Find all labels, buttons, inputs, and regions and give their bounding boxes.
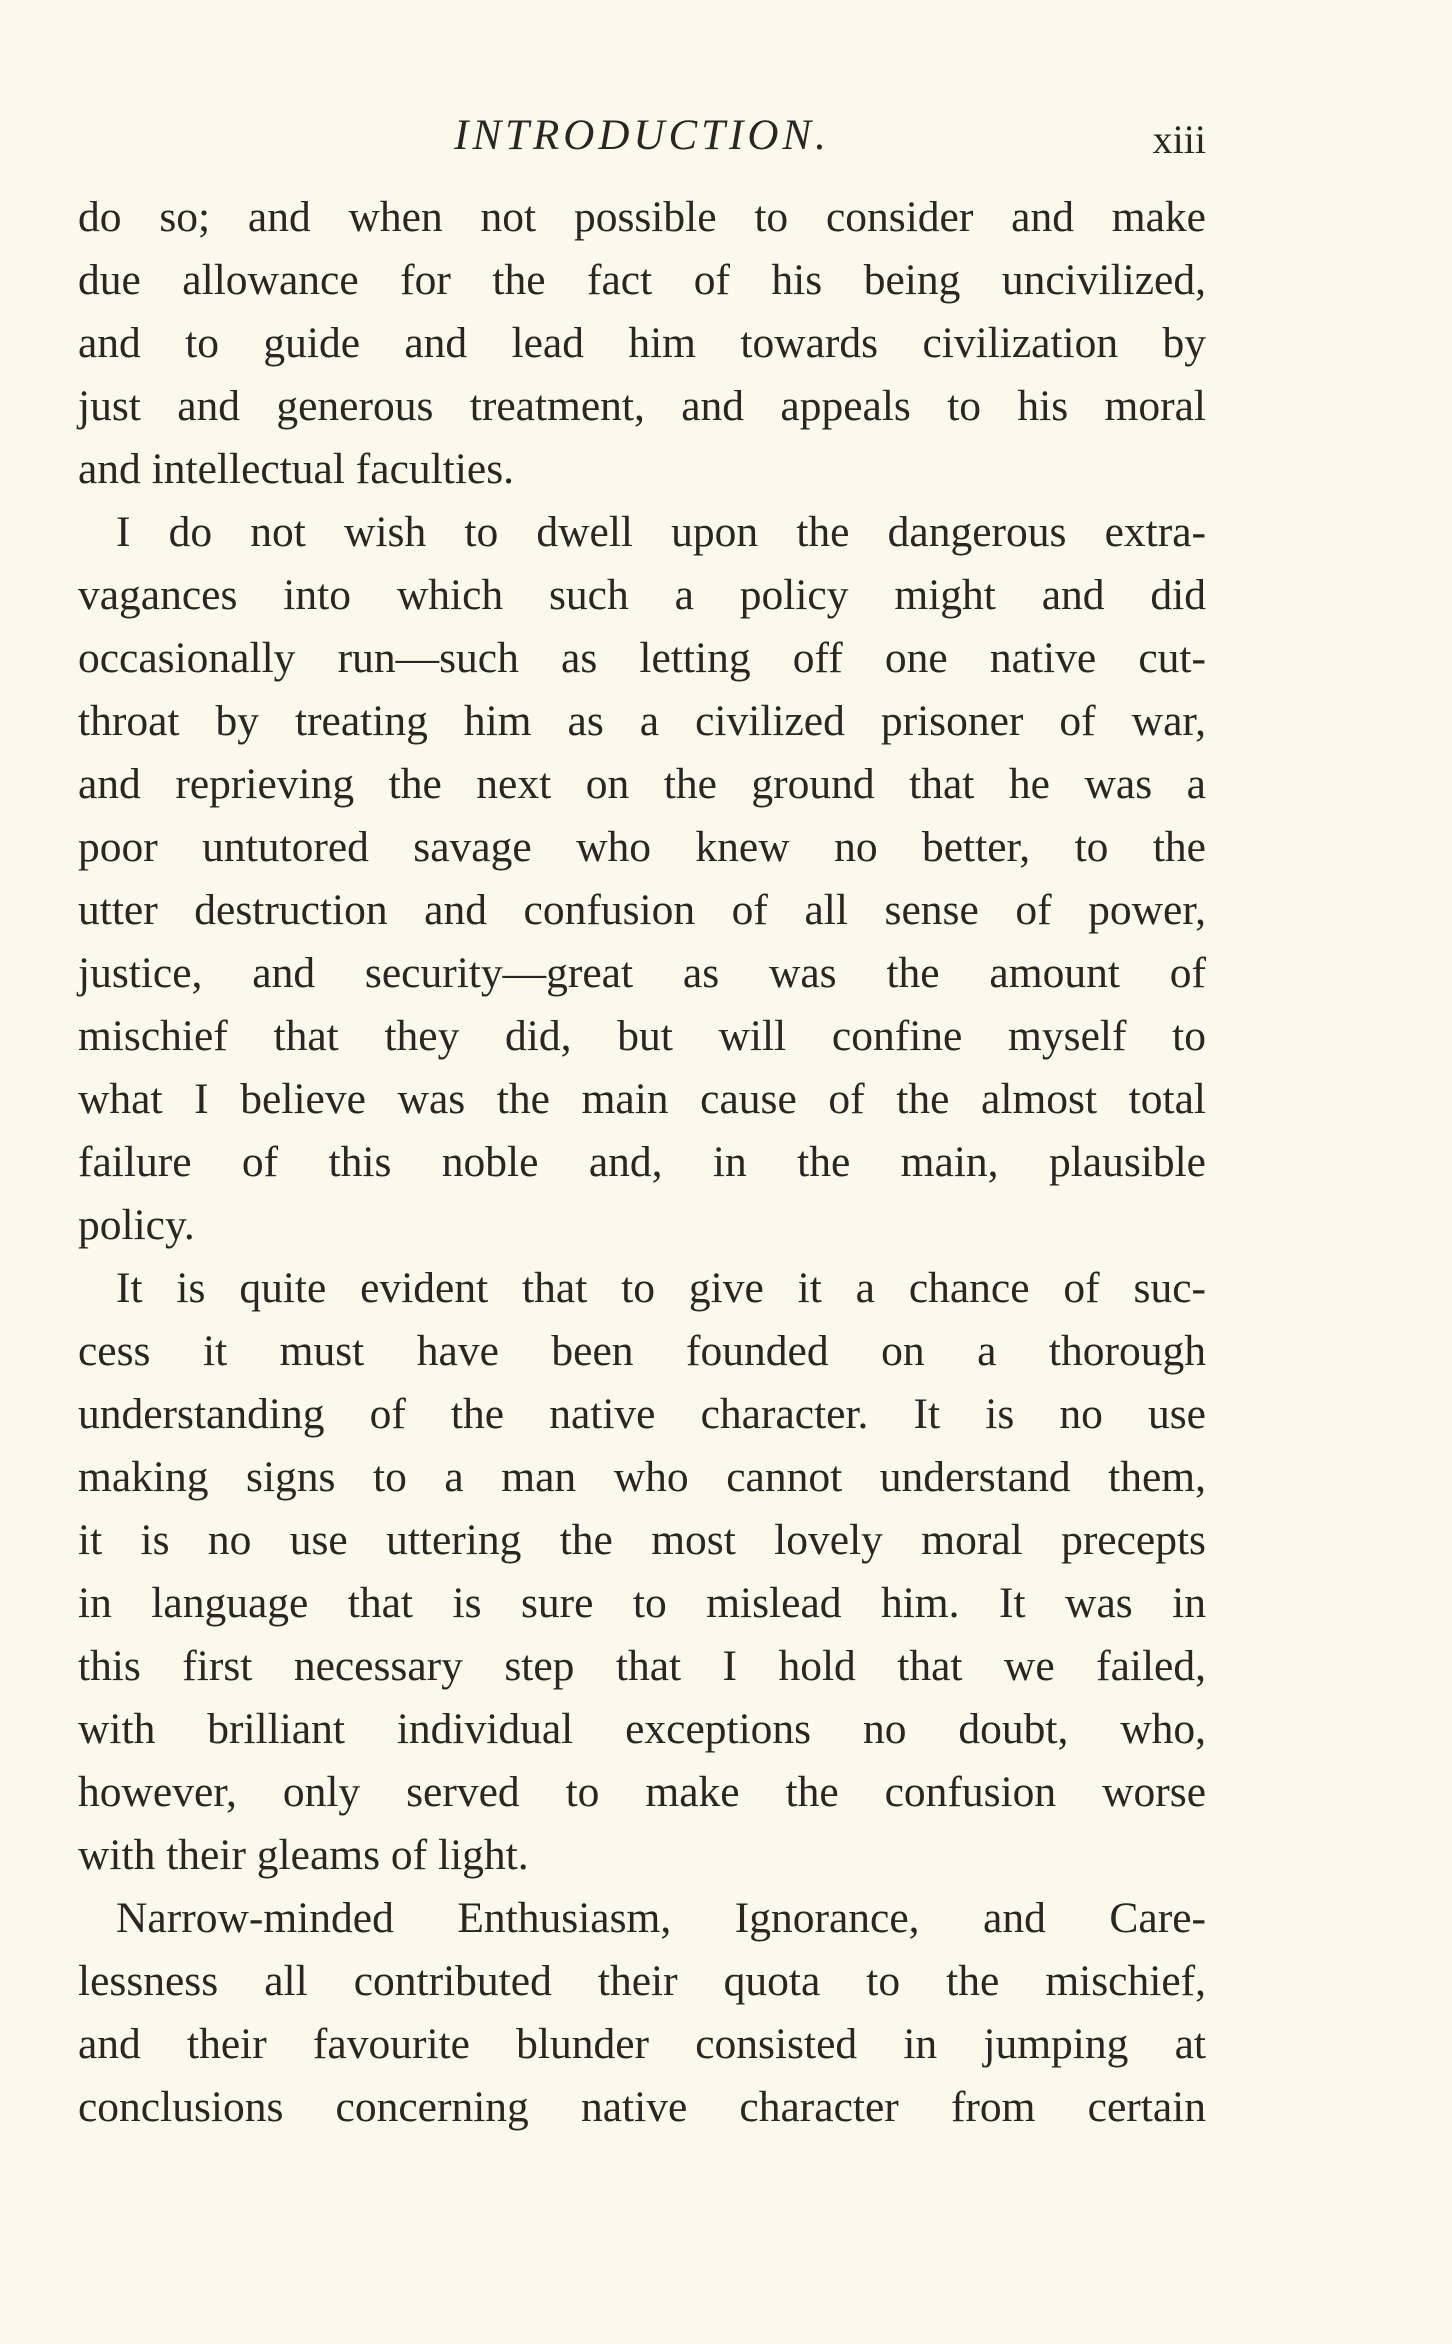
text-line: occasionally run—such as letting off one native cut- [78, 634, 1206, 682]
text-line: it is no use uttering the most lovely moral precepts [78, 1516, 1206, 1564]
text-line: and their favourite blunder consisted in jumping at [78, 2020, 1206, 2068]
running-title: INTRODUCTION. [454, 112, 830, 159]
text-line: with their gleams of light. [78, 1831, 529, 1879]
paragraph [78, 501, 1206, 1257]
text-line: It is quite evident that to give it a chance of suc- [116, 1264, 1206, 1312]
text-line: understanding of the native character. It is no use [78, 1390, 1206, 1438]
text-line: I do not wish to dwell upon the dangerous extra- [116, 508, 1206, 556]
paragraph [78, 186, 1206, 501]
text-line: however, only served to make the confusion worse [78, 1768, 1206, 1816]
text-line: just and generous treatment, and appeals to his moral [78, 382, 1206, 430]
text-line: vagances into which such a policy might and did [78, 571, 1206, 619]
text-line: making signs to a man who cannot understand them, [78, 1453, 1206, 1501]
paragraph [78, 1257, 1206, 1887]
text-line: failure of this noble and, in the main, plausible [78, 1138, 1206, 1186]
text-line: cess it must have been founded on a thorough [78, 1327, 1206, 1375]
running-head [78, 108, 1206, 168]
body-text [78, 186, 1206, 2139]
text-line: do so; and when not possible to consider and make [78, 193, 1206, 241]
text-line: and reprieving the next on the ground that he was a [78, 760, 1206, 808]
text-line: this first necessary step that I hold that we failed, [78, 1642, 1206, 1690]
text-line: in language that is sure to mislead him. It was in [78, 1579, 1206, 1627]
text-line: conclusions concerning native character from certain [78, 2083, 1206, 2131]
text-line: and intellectual faculties. [78, 445, 515, 493]
paragraph [78, 1887, 1206, 2139]
page-number: xiii [1152, 117, 1206, 162]
text-line: throat by treating him as a civilized prisoner of war, [78, 697, 1206, 745]
text-line: and to guide and lead him towards civilization by [78, 319, 1206, 367]
text-line: justice, and security—great as was the amount of [78, 949, 1206, 997]
text-line: lessness all contributed their quota to the mischief, [78, 1957, 1206, 2005]
text-line: due allowance for the fact of his being uncivilized, [78, 256, 1206, 304]
text-line: what I believe was the main cause of the almost total [78, 1075, 1206, 1123]
text-line: utter destruction and confusion of all sense of power, [78, 886, 1206, 934]
text-line: poor untutored savage who knew no better, to the [78, 823, 1206, 871]
text-line: with brilliant individual exceptions no doubt, who, [78, 1705, 1206, 1753]
text-line: mischief that they did, but will confine myself to [78, 1012, 1206, 1060]
text-line: policy. [78, 1201, 195, 1249]
text-line: Narrow-minded Enthusiasm, Ignorance, and Care- [116, 1894, 1206, 1942]
